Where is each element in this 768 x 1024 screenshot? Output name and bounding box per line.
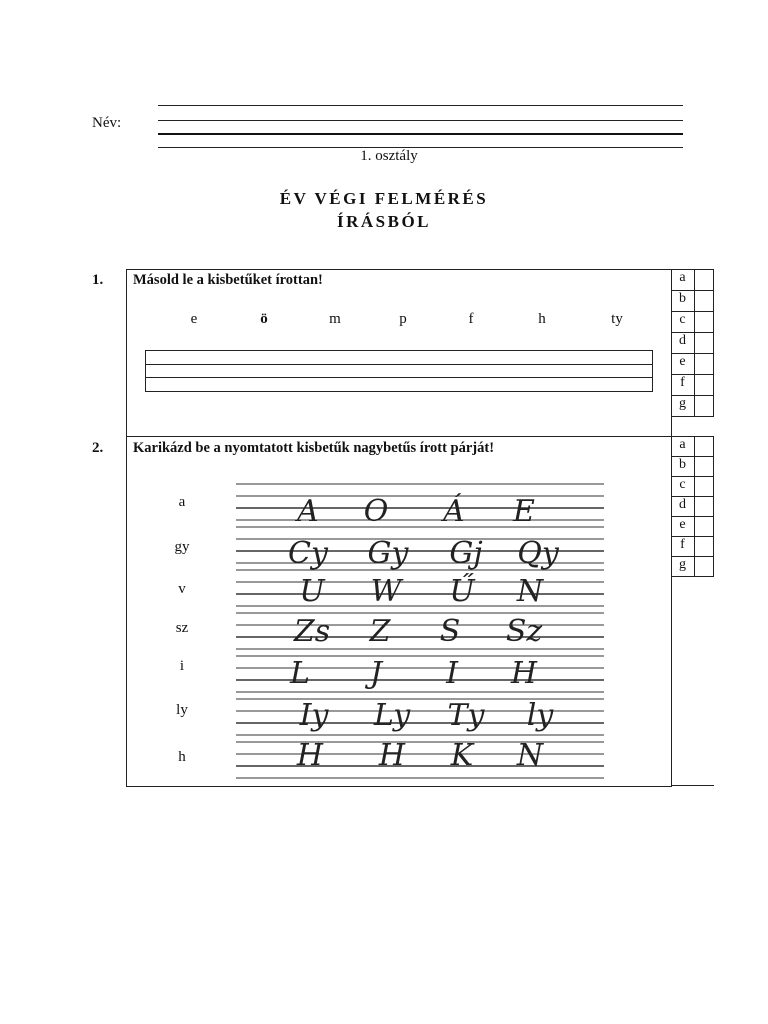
score-cell[interactable] — [695, 437, 714, 457]
score-label: c — [671, 477, 695, 497]
cursive-option[interactable]: Sz — [505, 614, 543, 649]
score-label: b — [671, 291, 695, 312]
score-row — [671, 497, 714, 517]
score-label: e — [671, 354, 695, 375]
score-cell[interactable] — [695, 557, 714, 577]
print-letter: e — [190, 311, 198, 327]
task-instruction: Másold le a kisbetűket írottan! — [133, 272, 323, 288]
cursive-option[interactable]: L — [290, 656, 310, 691]
cursive-option[interactable]: Z — [369, 614, 391, 649]
score-label: d — [671, 497, 695, 517]
cursive-option[interactable]: ly — [526, 698, 554, 733]
score-row — [671, 396, 714, 417]
cursive-option[interactable]: Zs — [293, 614, 331, 649]
score-row — [671, 375, 714, 396]
writing-line — [146, 364, 652, 365]
cursive-option[interactable]: O — [363, 494, 389, 529]
score-row — [671, 333, 714, 354]
score-cell[interactable] — [695, 497, 714, 517]
cursive-option[interactable]: W — [370, 574, 402, 609]
score-label: a — [671, 437, 695, 457]
score-cell[interactable] — [695, 457, 714, 477]
score-cell[interactable] — [695, 270, 714, 291]
score-cell[interactable] — [695, 354, 714, 375]
cursive-option[interactable]: Cy — [288, 536, 328, 571]
score-table-1 — [671, 269, 714, 417]
score-cell[interactable] — [695, 517, 714, 537]
name-line — [158, 105, 683, 106]
score-label: c — [671, 312, 695, 333]
writing-line — [146, 377, 652, 378]
row-label: v — [178, 581, 186, 597]
score-row — [671, 270, 714, 291]
row-label: ly — [176, 702, 188, 718]
name-line — [158, 120, 683, 121]
score-label: f — [671, 537, 695, 557]
cursive-option[interactable]: H — [378, 738, 406, 773]
task-number: 1. — [92, 272, 104, 288]
score-row — [671, 557, 714, 577]
cursive-option[interactable]: Ly — [373, 698, 411, 733]
cursive-option[interactable]: Ty — [447, 698, 485, 733]
page-subtitle: ÍRÁSBÓL — [336, 212, 432, 231]
score-row — [671, 291, 714, 312]
cursive-option[interactable]: Iy — [299, 698, 329, 733]
name-label: Név: — [92, 115, 122, 131]
score-cell[interactable] — [695, 312, 714, 333]
cursive-option[interactable]: Gy — [367, 536, 409, 571]
page-title: ÉV VÉGI FELMÉRÉS — [279, 189, 489, 208]
score-row — [671, 312, 714, 333]
score-label: b — [671, 457, 695, 477]
score-cell[interactable] — [695, 537, 714, 557]
row-label: sz — [175, 620, 189, 636]
cursive-option[interactable]: N — [516, 574, 544, 609]
grade-text: 1. osztály — [360, 148, 418, 164]
score-row — [671, 517, 714, 537]
row-label: gy — [174, 539, 190, 555]
cursive-option[interactable]: N — [516, 738, 544, 773]
print-letter: m — [329, 311, 341, 327]
cursive-option[interactable]: Qy — [517, 536, 559, 571]
score-row — [671, 437, 714, 457]
task-instruction: Karikázd be a nyomtatott kisbetűk nagybetűs írott párját! — [133, 440, 495, 456]
cursive-option[interactable]: K — [450, 738, 474, 773]
score-row — [671, 354, 714, 375]
task-2-bottom-rule — [671, 785, 714, 786]
cursive-option[interactable]: S — [439, 614, 461, 649]
cursive-option[interactable]: U — [299, 574, 325, 609]
score-table-2 — [671, 436, 714, 577]
print-letter: f — [468, 311, 474, 327]
cursive-option[interactable]: H — [296, 738, 324, 773]
score-label: g — [671, 396, 695, 417]
print-letter: ö — [260, 311, 268, 327]
row-label: i — [179, 658, 185, 674]
score-label: e — [671, 517, 695, 537]
print-letter: ty — [611, 311, 623, 327]
score-row — [671, 477, 714, 497]
score-label: g — [671, 557, 695, 577]
cursive-option[interactable]: Gj — [449, 536, 483, 571]
cursive-option[interactable]: A — [297, 494, 319, 529]
row-label: h — [178, 749, 186, 765]
grade-label — [0, 148, 768, 165]
score-cell[interactable] — [695, 477, 714, 497]
score-row — [671, 537, 714, 557]
name-line — [158, 133, 683, 135]
row-label: a — [178, 494, 186, 510]
writing-lines[interactable] — [145, 350, 653, 392]
print-letter: p — [399, 311, 407, 327]
task-number: 2. — [92, 440, 104, 456]
score-row — [671, 457, 714, 477]
print-letter: h — [538, 311, 546, 327]
score-label: d — [671, 333, 695, 354]
cursive-option[interactable]: H — [510, 656, 538, 691]
cursive-option[interactable]: I — [446, 656, 458, 691]
cursive-option[interactable]: J — [369, 656, 383, 691]
cursive-option[interactable]: Á — [443, 494, 465, 529]
score-cell[interactable] — [695, 396, 714, 417]
score-cell[interactable] — [695, 333, 714, 354]
score-label: a — [671, 270, 695, 291]
score-cell[interactable] — [695, 375, 714, 396]
cursive-option[interactable]: E — [513, 494, 535, 529]
score-label: f — [671, 375, 695, 396]
score-cell[interactable] — [695, 291, 714, 312]
cursive-option[interactable]: Ű — [449, 574, 475, 609]
